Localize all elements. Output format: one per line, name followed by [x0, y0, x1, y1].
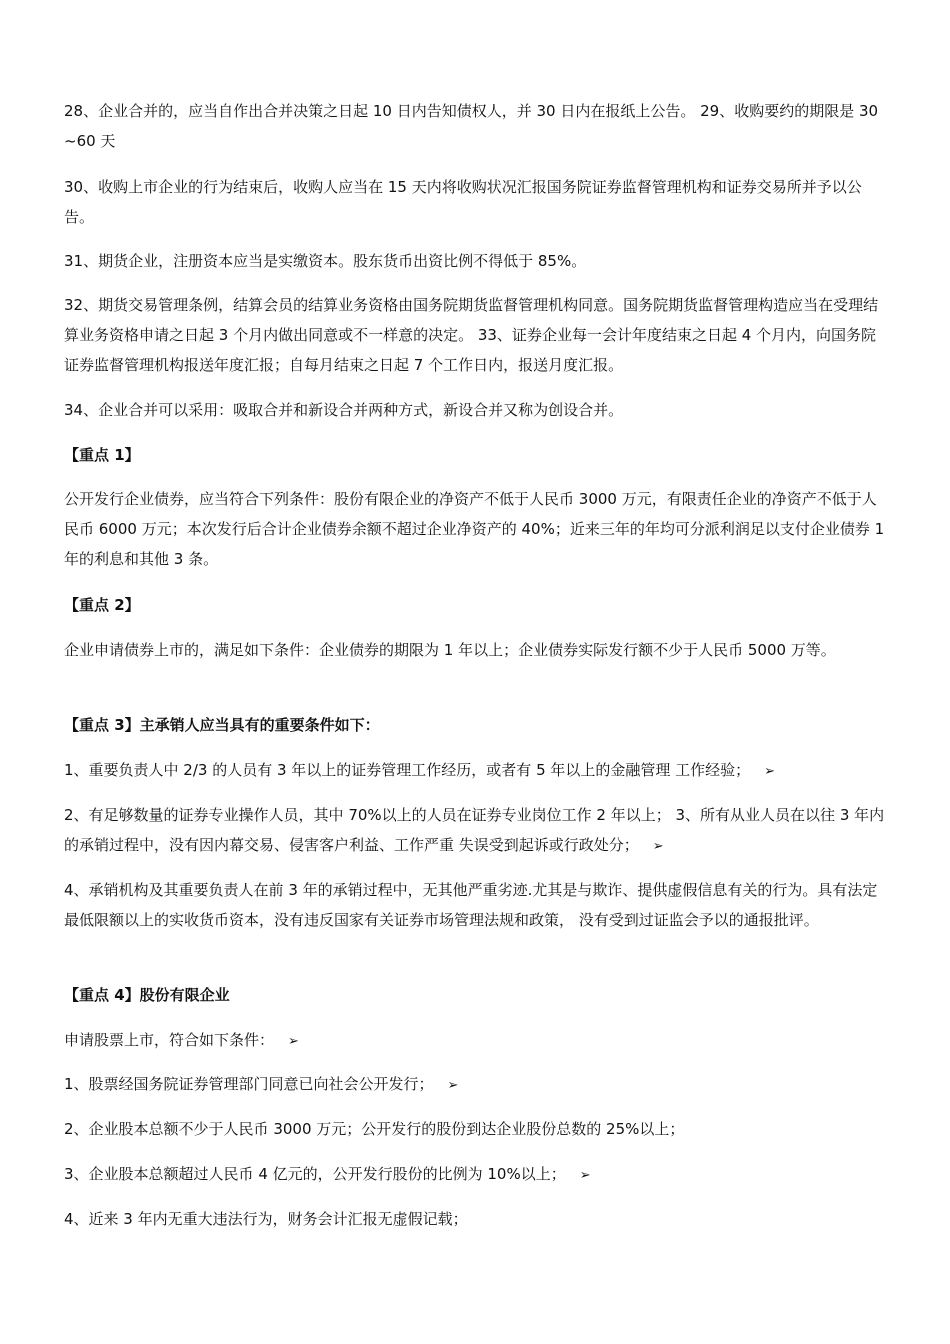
paragraph-32: 32、期货交易管理条例，结算会员的结算业务资格由国务院期货监督管理机构同意。国务院期货监督管理构造应当在受理结算业务资格申请之日起 3 个月内做出同意或不一样意的决定。 33、证券企业每一会计年度结束之日起 4 个月内，向国务院证券监督管理机构报送年度汇报；自每月结束之日起 7 个工作日内，报送月度汇报。: [64, 296, 879, 374]
bullet-arrow-icon: ➢: [288, 1034, 299, 1049]
heading-key-point-2: 【重点 2】: [64, 596, 140, 614]
bullet-arrow-icon: ➢: [579, 1168, 591, 1183]
bullet-arrow-icon: ➢: [447, 1078, 459, 1093]
paragraph-30: 30、收购上市企业的行为结束后，收购人应当在 15 天内将收购状况汇报国务院证券监督管理机构和证券交易所并予以公告。: [64, 178, 862, 226]
key-point-4-item-1: 1、股票经国务院证券管理部门同意已向社会公开发行； ➢: [64, 1075, 459, 1093]
key-point-4-item-2: 2、企业股本总额不少于人民币 3000 万元；公开发行的股份到达企业股份总数的 25%以上；: [64, 1120, 685, 1138]
paragraph-28: 28、企业合并的，应当自作出合并决策之日起 10 日内告知债权人，并 30 日内在报纸上公告。 29、收购要约的期限是 30~60 天: [64, 102, 879, 150]
heading-key-point-1: 【重点 1】: [64, 446, 140, 464]
bullet-arrow-icon: ➢: [652, 839, 664, 854]
key-point-3-item-1: 1、重要负责人中 2/3 的人员有 3 年以上的证券管理工作经历，或者有 5 年以上的金融管理 工作经验； ➢: [64, 761, 776, 779]
paragraph-34: 34、企业合并可以采用：吸取合并和新设合并两种方式，新设合并又称为创设合并。: [64, 401, 624, 419]
heading-key-point-3: 【重点 3】主承销人应当具有的重要条件如下：: [64, 716, 380, 734]
key-point-4-item-3: 3、企业股本总额超过人民币 4 亿元的，公开发行股份的比例为 10%以上； ➢: [64, 1165, 591, 1183]
heading-key-point-4: 【重点 4】股份有限企业: [64, 986, 230, 1004]
key-point-3-item-2: 2、有足够数量的证券专业操作人员，其中 70%以上的人员在证券专业岗位工作 2 年以上； 3、所有从业人员在以往 3 年内的承销过程中，没有因内幕交易、侵害客户利益、工作严重 失误受到起诉或行政处分； ➢: [64, 806, 885, 854]
key-point-2-body: 企业申请债券上市的，满足如下条件：企业债券的期限为 1 年以上；企业债券实际发行额不少于人民币 5000 万等。: [64, 641, 836, 659]
key-point-4-item-4: 4、近来 3 年内无重大违法行为，财务会计汇报无虚假记载；: [64, 1210, 468, 1228]
key-point-3-item-4: 4、承销机构及其重要负责人在前 3 年的承销过程中，无其他严重劣迹.尤其是与欺诈、提供虚假信息有关的行为。具有法定最低限额以上的实收货币资本，没有违反国家有关证券市场管理法规和政策， 没有受到过证监会予以的通报批评。: [64, 881, 878, 929]
key-point-4-intro: 申请股票上市，符合如下条件： ➢: [64, 1031, 299, 1049]
bullet-arrow-icon: ➢: [764, 764, 776, 779]
paragraph-31: 31、期货企业，注册资本应当是实缴资本。股东货币出资比例不得低于 85%。: [64, 252, 587, 270]
key-point-1-body: 公开发行企业债券，应当符合下列条件：股份有限企业的净资产不低于人民币 3000 万元，有限责任企业的净资产不低于人民币 6000 万元；本次发行后合计企业债券余额不超过企业净资产的 40%；近来三年的年均可分派利润足以支付企业债券 1 年的利息和其他 3 条。: [64, 490, 885, 568]
